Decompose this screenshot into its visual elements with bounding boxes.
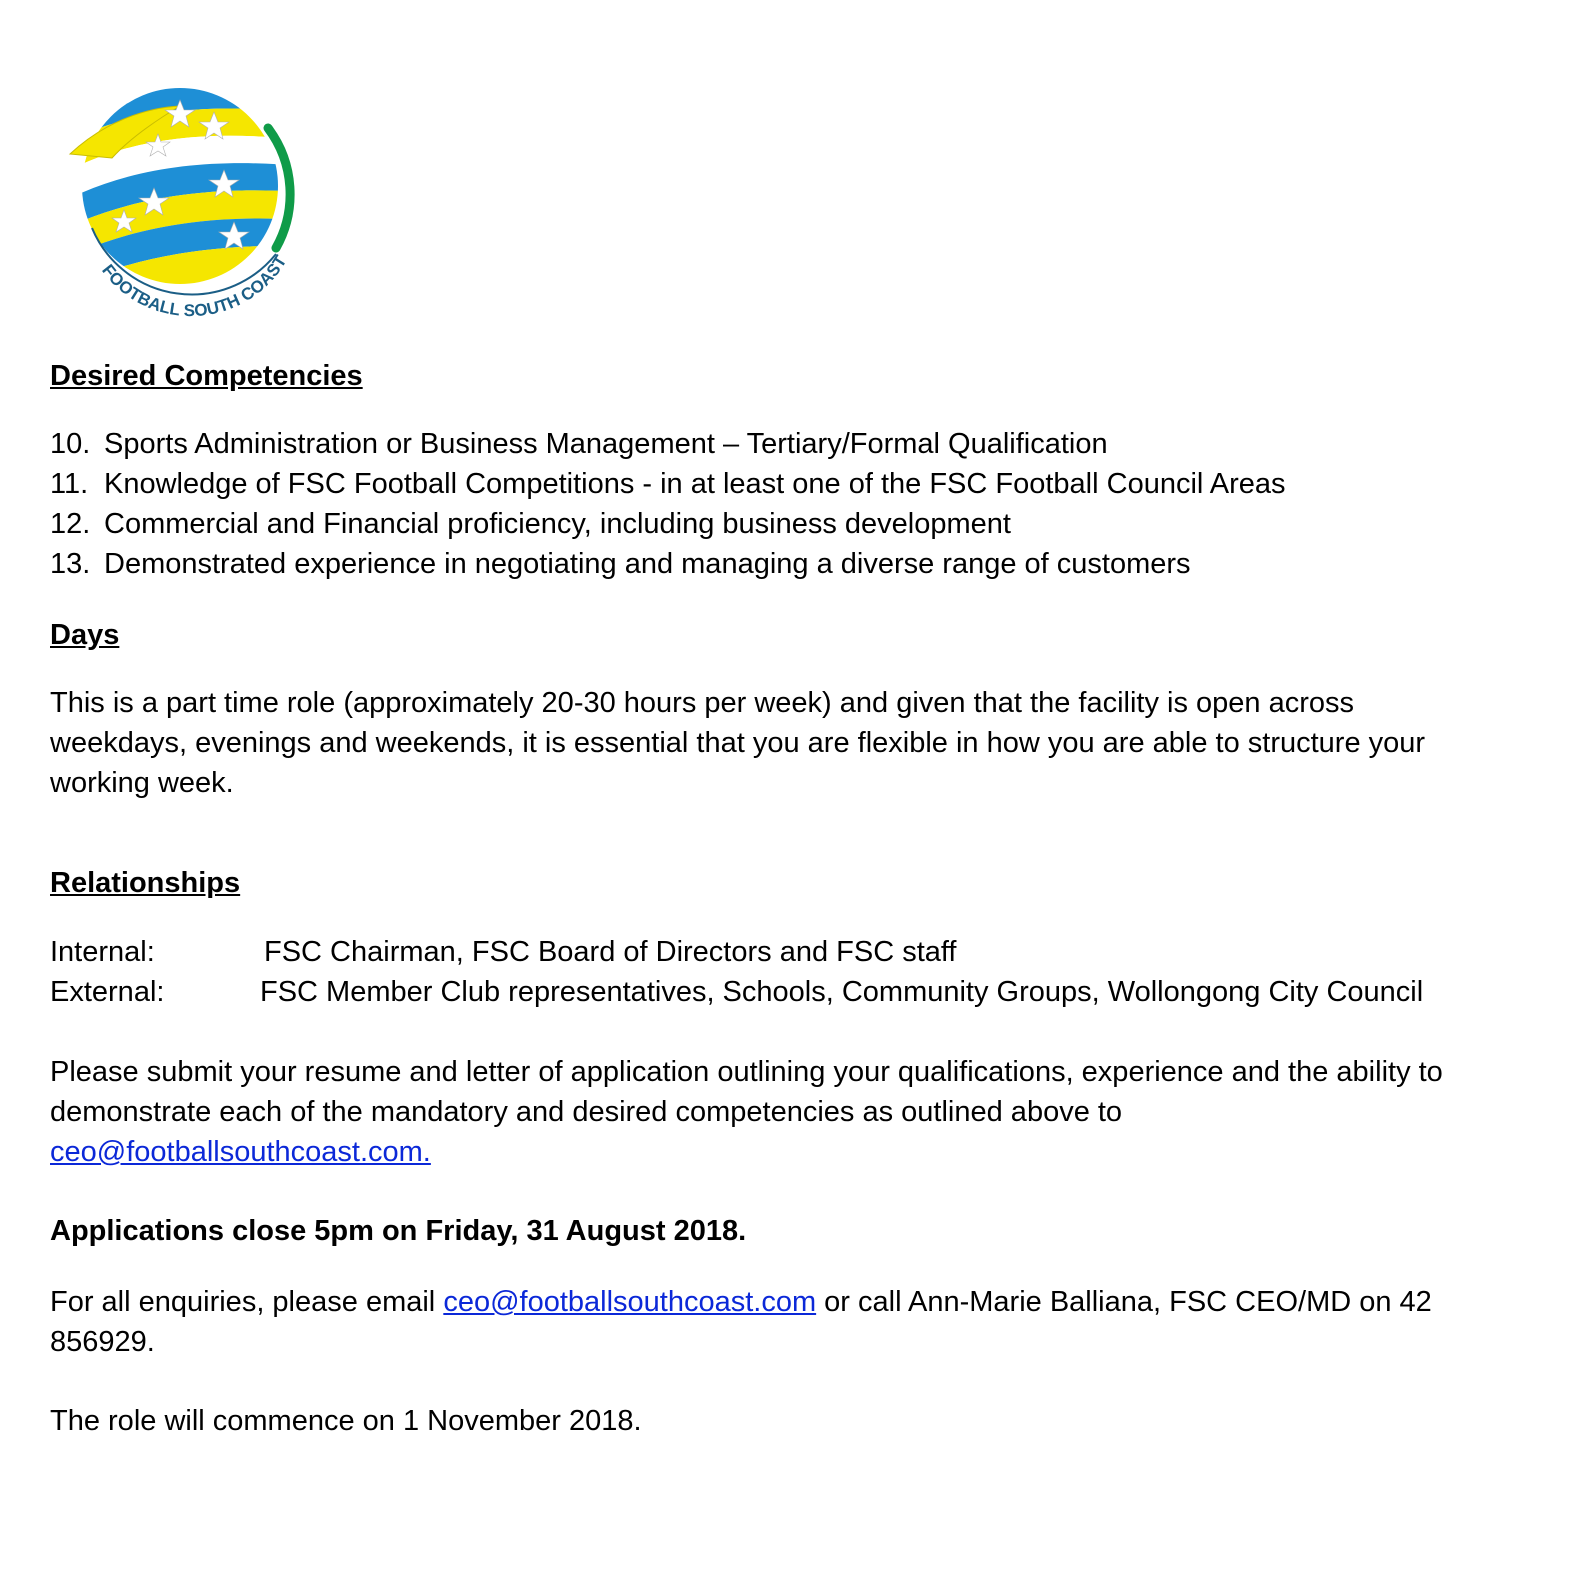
relationship-external-row [50, 972, 1424, 1012]
list-item-number: 12. [50, 508, 91, 540]
days-paragraph: This is a part time role (approximately 20-30 hours per week) and given that the facility is open across weekdays, evenings and weekends, it is essential that you are flexible in how you are able to structure your working week. [50, 687, 1426, 799]
list-item-number: 13. [50, 548, 91, 580]
enquiries-email-link[interactable]: ceo@footballsouthcoast.com [443, 1286, 817, 1318]
commencement-note: The role will commence on 1 November 2018. [50, 1405, 642, 1437]
list-item [50, 424, 1108, 464]
submit-paragraph [50, 1052, 1520, 1172]
submit-text: Please submit your resume and letter of application outlining your qualifications, experience and the ability to demonstrate each of the mandatory and desired competencies as outlined above to [50, 1056, 1443, 1128]
applications-deadline: Applications close 5pm on Friday, 31 August 2018. [50, 1215, 747, 1247]
external-label: External: [50, 976, 165, 1008]
list-item-number: 10. [50, 428, 91, 460]
enquiries-prefix: For all enquiries, please email [50, 1286, 444, 1318]
list-item-text: Demonstrated experience in negotiating and managing a diverse range of customers [104, 548, 1191, 580]
list-item [50, 464, 1286, 504]
competencies-heading: Desired Competencies [50, 360, 363, 392]
list-item-text: Knowledge of FSC Football Competitions - in at least one of the FSC Football Council Areas [104, 468, 1286, 500]
relationship-internal-row [50, 932, 957, 972]
list-item-text: Commercial and Financial proficiency, including business development [104, 508, 1011, 540]
list-item [50, 544, 1191, 584]
list-item-text: Sports Administration or Business Management – Tertiary/Formal Qualification [104, 428, 1108, 460]
external-value: FSC Member Club representatives, Schools, Community Groups, Wollongong City Council [260, 976, 1424, 1008]
internal-label: Internal: [50, 936, 155, 968]
football-south-coast-logo [62, 78, 308, 324]
enquiries-paragraph [50, 1282, 1470, 1362]
days-heading: Days [50, 619, 120, 651]
list-item [50, 504, 1011, 544]
list-item-number: 11. [50, 468, 89, 500]
logo-lettering: FOOTBALL SOUTH COAST [98, 252, 291, 321]
internal-value: FSC Chairman, FSC Board of Directors and FSC staff [264, 936, 957, 968]
relationships-heading: Relationships [50, 867, 241, 899]
enquiries-suffix: or call Ann-Marie Balliana, FSC CEO/MD on 42 856929. [50, 1286, 1432, 1358]
logo-graphic [62, 78, 308, 324]
submit-email-link[interactable]: ceo@footballsouthcoast.com. [50, 1136, 431, 1168]
